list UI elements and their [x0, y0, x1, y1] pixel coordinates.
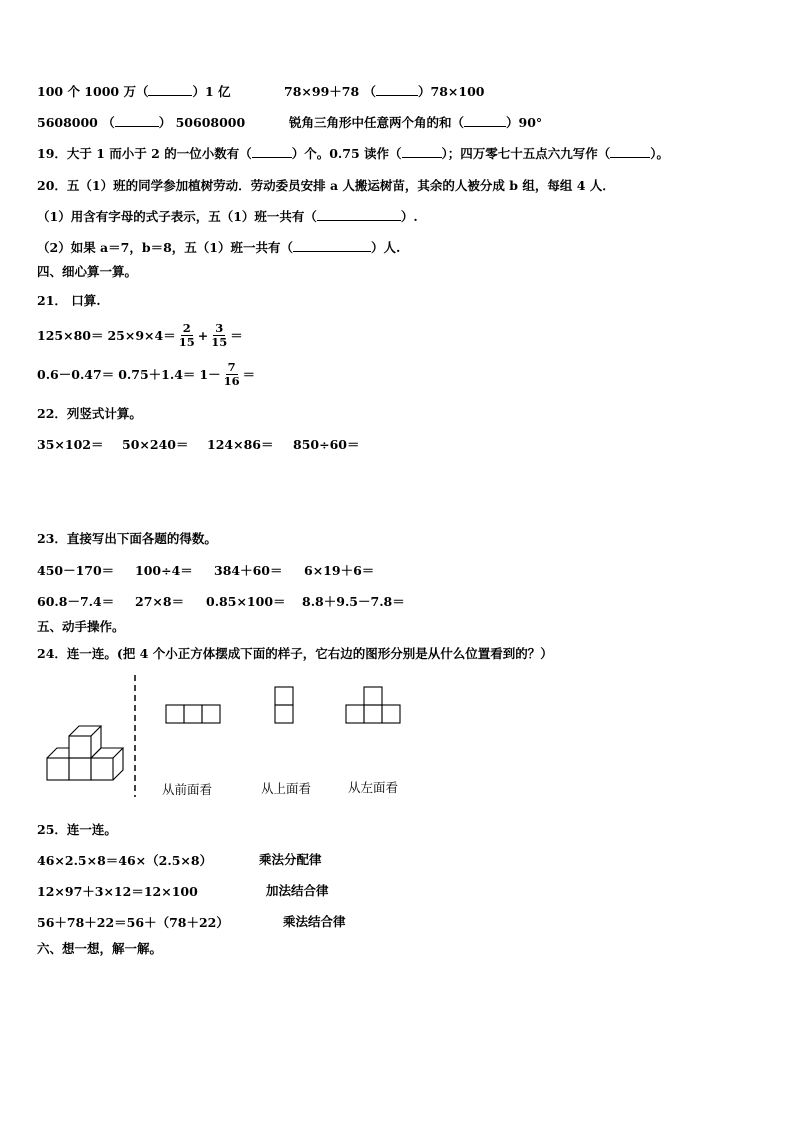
answer-blank[interactable]	[148, 84, 192, 96]
q17-left: 100 个 1000 万（ ）1 亿	[37, 84, 231, 99]
answer-blank[interactable]	[464, 115, 506, 127]
view-caption[interactable]: 从左面看	[348, 780, 399, 795]
q21-title: 21． 口算.	[37, 293, 101, 308]
q22-item: 850÷60＝	[293, 437, 360, 452]
q23-item: 100÷4＝	[135, 563, 193, 578]
q23-item: 60.8－7.4＝	[37, 594, 115, 609]
answer-blank[interactable]	[293, 240, 371, 252]
section-four-heading: 四、细心算一算。	[37, 264, 138, 279]
q23-item: 27×8＝	[135, 594, 185, 609]
q21-row2: 0.6－0.47＝ 0.75＋1.4＝ 1－ $\frac{7}{16}$ ＝	[37, 360, 256, 388]
q25-title: 25．连一连。	[37, 822, 117, 837]
left-view-figure	[344, 685, 404, 725]
answer-blank[interactable]	[317, 209, 401, 221]
q23-item: 8.8＋9.5－7.8＝	[302, 594, 405, 609]
answer-blank[interactable]	[376, 84, 418, 96]
q22-item: 124×86＝	[207, 437, 274, 452]
section-five-heading: 五、动手操作。	[37, 619, 125, 634]
q25-right-item[interactable]: 乘法结合律	[283, 914, 346, 929]
q18-right: 锐角三角形中任意两个角的和（ ）90°	[289, 115, 543, 130]
top-view-figure	[273, 685, 297, 725]
q24-title: 24．连一连。(把 4 个小正方体摆成下面的样子，它右边的图形分别是从什么位置看到的？）	[37, 646, 553, 661]
q23-item: 6×19＋6＝	[304, 563, 375, 578]
q18-left: 5608000 （ ） 50608000	[37, 115, 246, 130]
answer-blank[interactable]	[610, 146, 650, 158]
q25-left-item[interactable]: 56＋78＋22＝56＋（78＋22）	[37, 915, 229, 930]
q25-left-item[interactable]: 46×2.5×8＝46×（2.5×8）	[37, 853, 213, 868]
view-caption[interactable]: 从前面看	[162, 782, 213, 797]
fraction: $\frac{3}{15}$	[211, 321, 228, 349]
answer-blank[interactable]	[402, 146, 442, 158]
q20-sub2: （2）如果 a＝7，b＝8，五（1）班一共有（ ）人.	[37, 240, 401, 255]
q23-title: 23．直接写出下面各题的得数。	[37, 531, 217, 546]
q22-title: 22．列竖式计算。	[37, 406, 142, 421]
answer-blank[interactable]	[115, 115, 159, 127]
q21-row1: 125×80＝ 25×9×4＝ $\frac{2}{15}$ + $\frac{3}{15}$ ＝	[37, 321, 243, 349]
q22-item: 35×102＝	[37, 437, 104, 452]
q23-item: 0.85×100＝	[206, 594, 286, 609]
q25-right-item[interactable]: 加法结合律	[266, 883, 329, 898]
front-view-figure	[164, 703, 224, 725]
q17-right: 78×99＋78 （ ）78×100	[284, 84, 485, 99]
q23-item: 384＋60＝	[214, 563, 283, 578]
view-caption[interactable]: 从上面看	[261, 781, 312, 796]
cube-arrangement-figure	[40, 715, 126, 783]
answer-blank[interactable]	[252, 146, 292, 158]
q19: 19．大于 1 而小于 2 的一位小数有（ ）个。0.75 读作（ ）；四万零七十五点六九写作（ ）。	[37, 146, 670, 161]
dashed-divider	[132, 675, 138, 797]
q22-item: 50×240＝	[122, 437, 189, 452]
q20-sub1: （1）用含有字母的式子表示，五（1）班一共有（ ）.	[37, 209, 418, 224]
fraction: $\frac{2}{15}$	[178, 321, 195, 349]
section-six-heading: 六、想一想，解一解。	[37, 941, 163, 956]
q23-item: 450－170＝	[37, 563, 115, 578]
q20-stem: 20．五（1）班的同学参加植树劳动．劳动委员安排 a 人搬运树苗，其余的人被分成 b 组，每组 4 人．	[37, 178, 615, 193]
fraction: $\frac{7}{16}$	[223, 360, 240, 388]
q25-left-item[interactable]: 12×97＋3×12＝12×100	[37, 884, 198, 899]
q25-right-item[interactable]: 乘法分配律	[259, 852, 322, 867]
